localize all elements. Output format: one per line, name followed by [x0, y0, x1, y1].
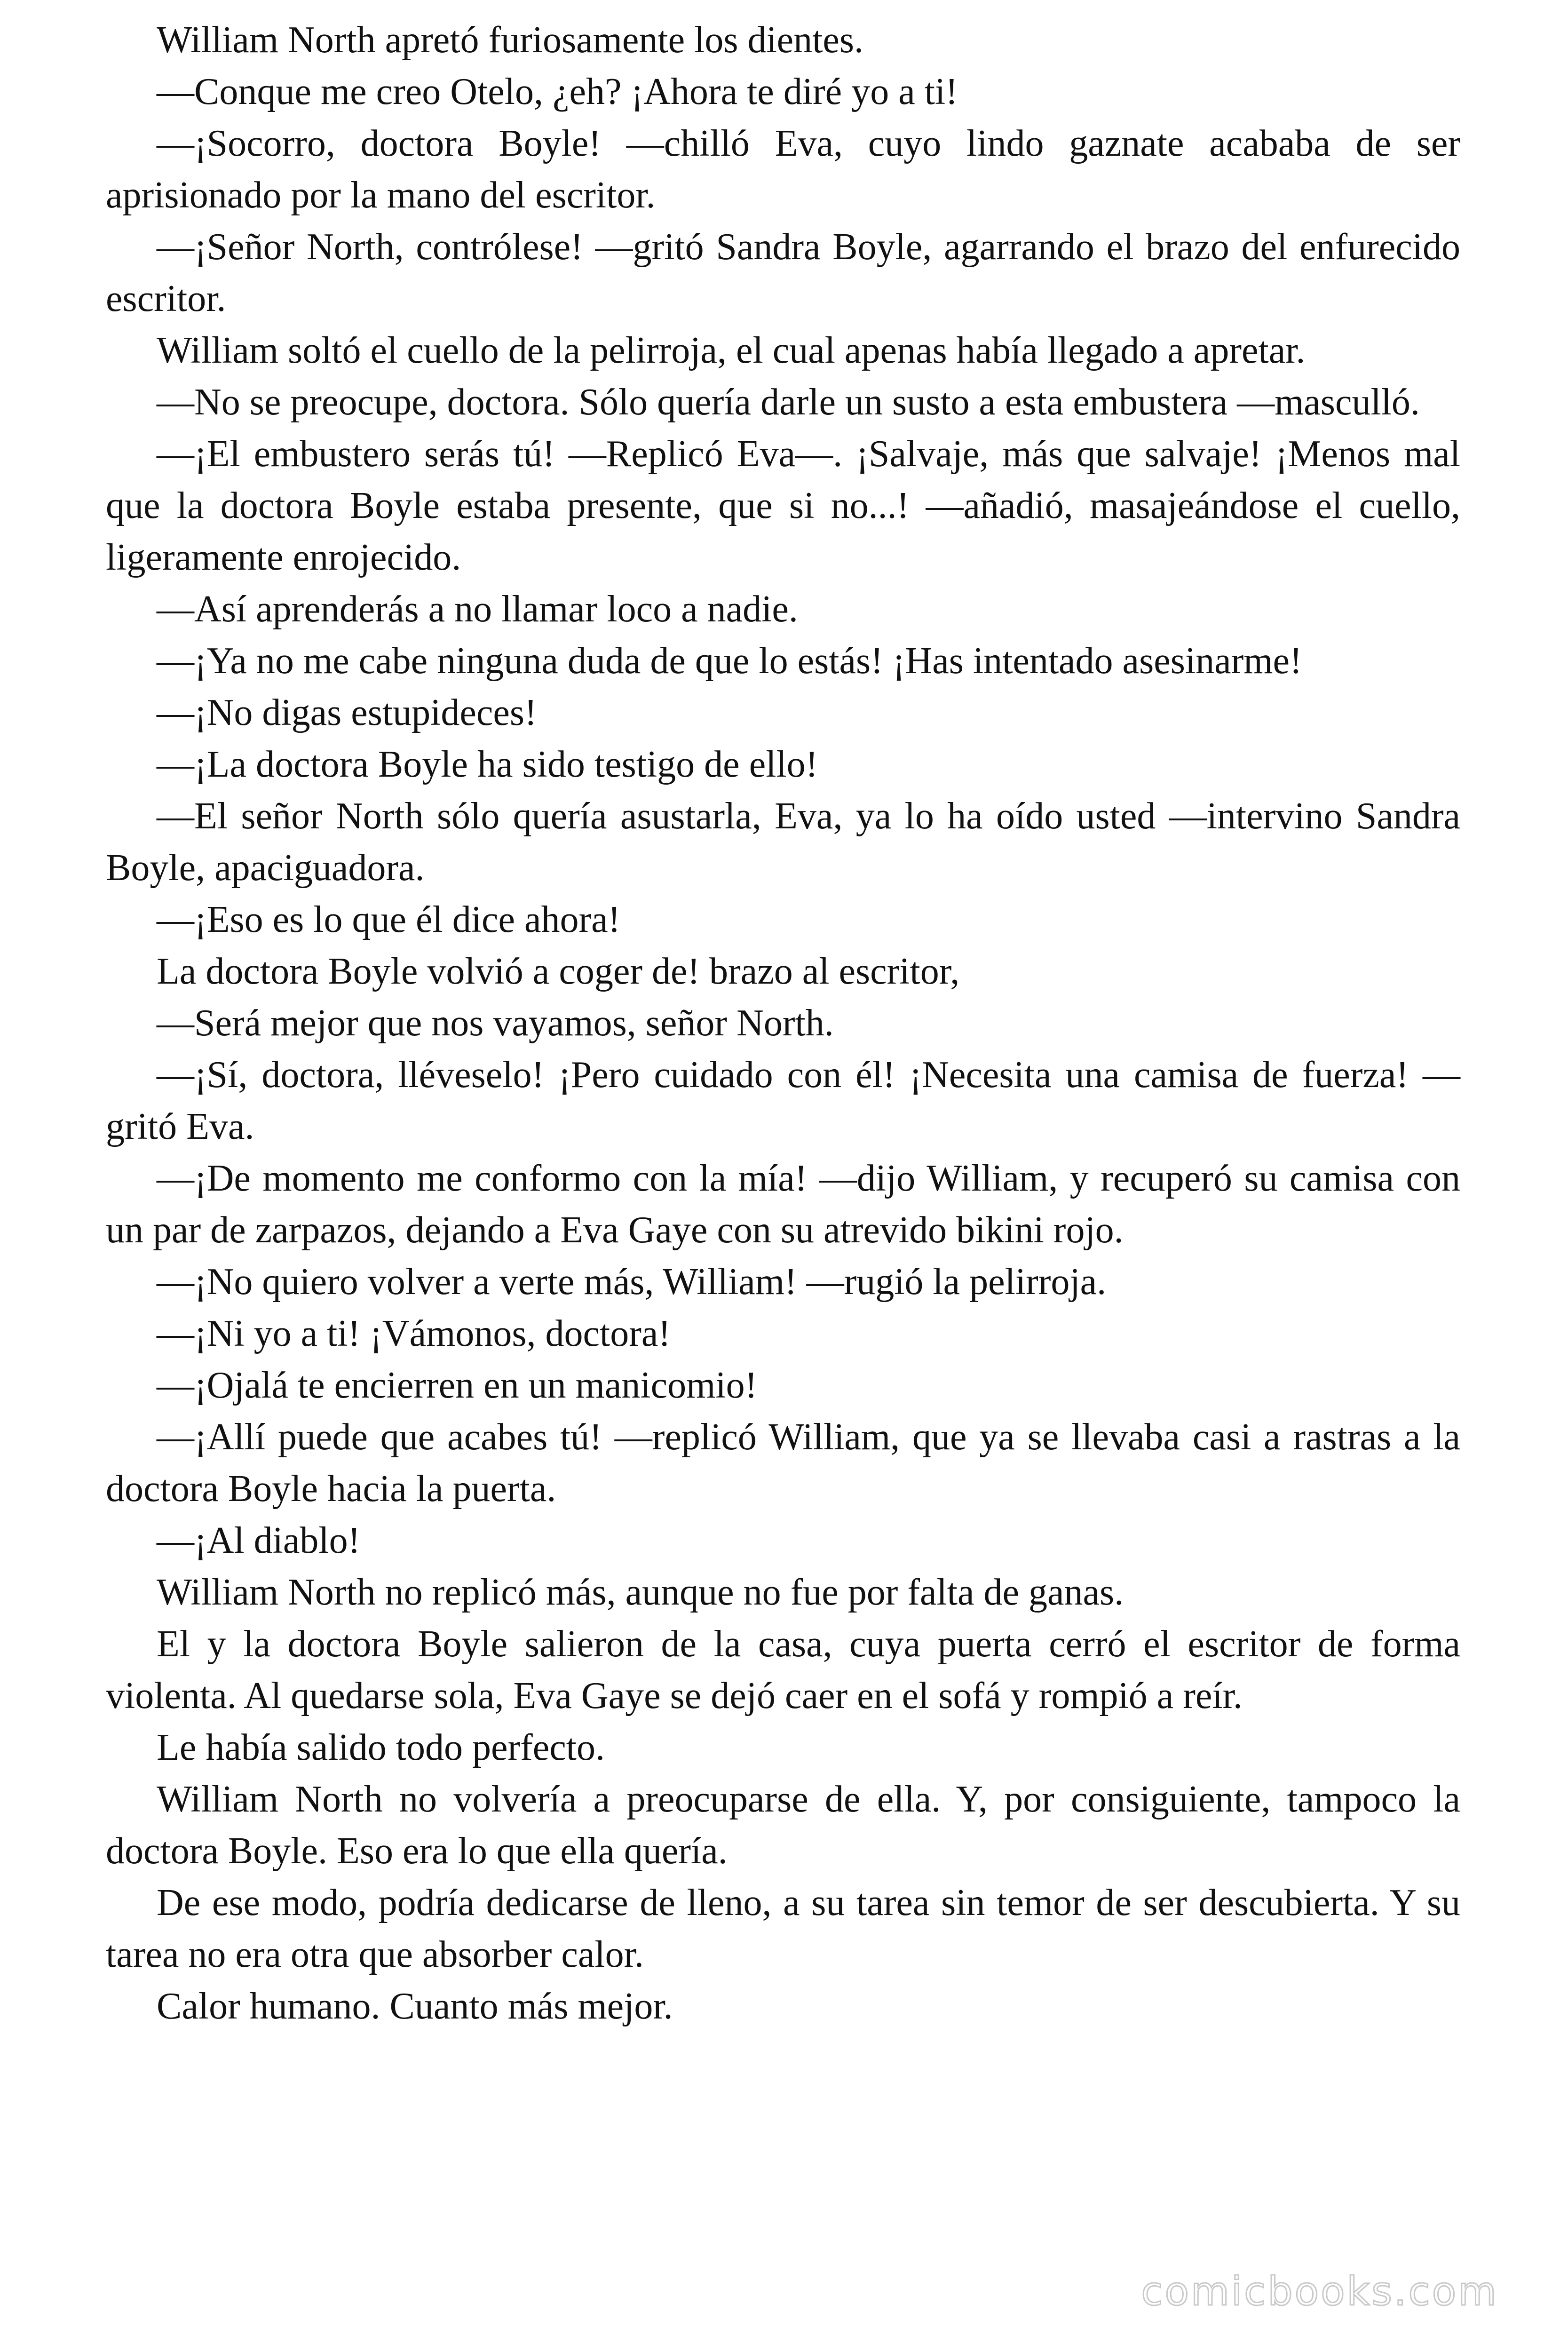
- paragraph: —¡El embustero serás tú! —Replicó Eva—. ¡Salvaje, más que salvaje! ¡Menos mal que la doctora Boyle estaba presente, que si no...! —añadió, masajeándose el cuello, ligeramente enrojecido.: [106, 433, 1460, 578]
- paragraph: William North apretó furiosamente los dientes.: [157, 19, 864, 61]
- paragraph: —No se preocupe, doctora. Sólo quería darle un susto a esta embustera —masculló.: [157, 381, 1420, 423]
- paragraph: —Será mejor que nos vayamos, señor North.: [157, 1002, 834, 1044]
- paragraph: Le había salido todo perfecto.: [157, 1727, 605, 1768]
- paragraph: —¡No digas estupideces!: [157, 692, 537, 733]
- paragraph: —¡Señor North, contrólese! —gritó Sandra Boyle, agarrando el brazo del enfurecido escritor.: [106, 226, 1460, 319]
- paragraph: De ese modo, podría dedicarse de lleno, a su tarea sin temor de ser descubierta. Y su tarea no era otra que absorber calor.: [106, 1882, 1460, 1975]
- paragraph: —Así aprenderás a no llamar loco a nadie.: [157, 588, 798, 630]
- paragraph: —¡Eso es lo que él dice ahora!: [157, 899, 621, 940]
- watermark: comicbooks.com: [1141, 2268, 1498, 2314]
- paragraph: —¡Ojalá te encierren en un manicomio!: [157, 1365, 758, 1406]
- paragraph: —Conque me creo Otelo, ¿eh? ¡Ahora te diré yo a ti!: [157, 71, 958, 112]
- paragraph: —¡Socorro, doctora Boyle! —chilló Eva, cuyo lindo gaznate acababa de ser aprisionado por la mano del escritor.: [106, 123, 1460, 216]
- paragraph: —¡Allí puede que acabes tú! —replicó William, que ya se llevaba casi a rastras a la doctora Boyle hacia la puerta.: [106, 1416, 1460, 1510]
- paragraph: —¡No quiero volver a verte más, William! —rugió la pelirroja.: [157, 1261, 1107, 1303]
- paragraph: La doctora Boyle volvió a coger de! brazo al escritor,: [157, 951, 960, 992]
- paragraph: William North no volvería a preocuparse de ella. Y, por consiguiente, tampoco la doctora Boyle. Eso era lo que ella quería.: [106, 1779, 1460, 1872]
- paragraph: —¡Ya no me cabe ninguna duda de que lo estás! ¡Has intentado asesinarme!: [157, 640, 1302, 682]
- paragraph: —¡De momento me conformo con la mía! —dijo William, y recuperó su camisa con un par de zarpazos, dejando a Eva Gaye con su atrevido bikini rojo.: [106, 1158, 1460, 1251]
- paragraph: William soltó el cuello de la pelirroja, el cual apenas había llegado a apretar.: [157, 330, 1306, 371]
- paragraph: —¡Al diablo!: [157, 1520, 361, 1561]
- paragraph: William North no replicó más, aunque no fue por falta de ganas.: [157, 1572, 1124, 1613]
- paragraph: Calor humano. Cuanto más mejor.: [157, 1986, 673, 2027]
- paragraph: El y la doctora Boyle salieron de la casa, cuya puerta cerró el escritor de forma violenta. Al quedarse sola, Eva Gaye se dejó caer en el sofá y rompió a reír.: [106, 1623, 1460, 1716]
- paragraph: —¡La doctora Boyle ha sido testigo de ello!: [157, 744, 818, 785]
- page-text: [106, 14, 1460, 2032]
- paragraph: —¡Sí, doctora, lléveselo! ¡Pero cuidado con él! ¡Necesita una camisa de fuerza! —gritó Eva.: [106, 1054, 1460, 1147]
- paragraph: —El señor North sólo quería asustarla, Eva, ya lo ha oído usted —intervino Sandra Boyle, apaciguadora.: [106, 795, 1460, 889]
- paragraph: —¡Ni yo a ti! ¡Vámonos, doctora!: [157, 1313, 671, 1354]
